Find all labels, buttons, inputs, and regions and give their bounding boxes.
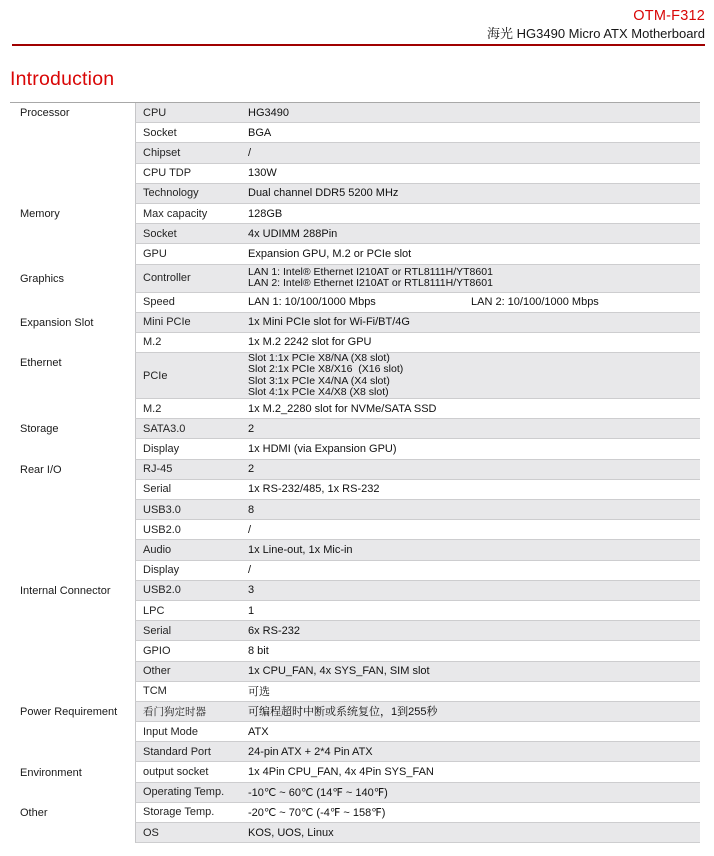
spec-value: 2	[248, 463, 255, 476]
table-row	[10, 333, 700, 353]
table-row	[10, 439, 700, 459]
category-spacer	[10, 641, 135, 661]
spec-label: M.2	[143, 402, 162, 415]
category-label: Rear I/O	[20, 463, 62, 476]
category-spacer	[10, 540, 135, 560]
spec-value: 1x Mini PCIe slot for Wi-Fi/BT/4G	[248, 316, 410, 329]
table-row	[10, 353, 700, 399]
category-label: Memory	[20, 208, 60, 221]
category-spacer	[10, 520, 135, 540]
table-row	[10, 662, 700, 682]
header-rule	[12, 44, 705, 46]
spec-value-col: LAN 1: 10/100/1000 Mbps	[248, 296, 376, 309]
spec-cell	[135, 143, 700, 163]
category-spacer	[10, 561, 135, 581]
spec-label: TCM	[143, 685, 167, 698]
table-row	[10, 103, 700, 123]
spec-cell	[135, 500, 700, 520]
category-label: Internal Connector	[20, 584, 111, 597]
category-spacer	[10, 783, 135, 803]
spec-value: 2	[248, 422, 255, 435]
spec-label: Display	[143, 443, 180, 456]
spec-cell	[135, 561, 700, 581]
spec-label: Socket	[143, 126, 177, 139]
spec-label: output socket	[143, 766, 209, 779]
category-spacer	[10, 601, 135, 621]
spec-cell	[135, 742, 700, 762]
spec-label: Serial	[143, 483, 172, 496]
category-spacer	[10, 164, 135, 184]
spec-cell	[135, 184, 700, 204]
spec-cell	[135, 783, 700, 803]
spec-table	[10, 102, 700, 843]
spec-label: CPU	[143, 106, 167, 119]
spec-cell	[135, 399, 700, 419]
category-spacer	[10, 682, 135, 702]
category-spacer	[10, 722, 135, 742]
category-spacer	[10, 439, 135, 459]
category-spacer	[10, 500, 135, 520]
spec-value-line: LAN 1: Intel® Ethernet I210AT or RTL8111H/YT8601	[248, 265, 493, 278]
spec-cell	[135, 123, 700, 143]
spec-value: HG3490	[248, 106, 289, 119]
category-spacer	[10, 399, 135, 419]
page-header	[487, 7, 705, 42]
spec-label: Operating Temp.	[143, 786, 225, 799]
spec-label: Speed	[143, 296, 175, 309]
spec-value	[248, 353, 700, 399]
category-spacer	[10, 123, 135, 143]
spec-value-line: Slot 2:1x PCIe X8/X16 (X16 slot)	[248, 363, 404, 376]
spec-cell	[135, 293, 700, 313]
spec-value-line: LAN 2: Intel® Ethernet I210AT or RTL8111H/YT8601	[248, 277, 493, 289]
spec-cell	[135, 581, 700, 601]
spec-value	[248, 296, 700, 308]
spec-label: Controller	[143, 272, 191, 284]
category-label: Ethernet	[20, 357, 62, 370]
spec-value: /	[248, 564, 252, 577]
spec-cell	[135, 702, 700, 722]
table-row	[10, 293, 700, 313]
spec-value: Dual channel DDR5 5200 MHz	[248, 187, 399, 200]
spec-label: GPU	[143, 247, 167, 260]
table-row	[10, 803, 700, 823]
spec-cell	[135, 480, 700, 500]
spec-label: USB2.0	[143, 584, 181, 597]
spec-value: 4x UDIMM 288Pin	[248, 227, 338, 240]
spec-cell	[135, 439, 700, 459]
spec-cell	[135, 419, 700, 439]
spec-cell	[135, 244, 700, 264]
spec-cell	[135, 353, 700, 399]
category-spacer	[10, 621, 135, 641]
category-spacer	[10, 143, 135, 163]
spec-value: /	[248, 523, 252, 536]
spec-label: USB2.0	[143, 523, 181, 536]
spec-cell	[135, 333, 700, 353]
table-row	[10, 500, 700, 520]
category-spacer	[10, 480, 135, 500]
spec-value: 8 bit	[248, 644, 269, 657]
spec-cell	[135, 803, 700, 823]
spec-label: SATA3.0	[143, 422, 186, 435]
category-label: Expansion Slot	[20, 316, 94, 329]
category-spacer	[10, 662, 135, 682]
category-label: Power Requirement	[20, 705, 118, 718]
spec-cell	[135, 103, 700, 123]
spec-cell	[135, 621, 700, 641]
table-row	[10, 480, 700, 500]
spec-value: 24-pin ATX + 2*4 Pin ATX	[248, 745, 373, 758]
spec-label: GPIO	[143, 644, 171, 657]
table-row	[10, 762, 700, 782]
spec-label: 看门狗定时器	[143, 705, 206, 718]
spec-label: Standard Port	[143, 745, 211, 758]
spec-value: 1x CPU_FAN, 4x SYS_FAN, SIM slot	[248, 665, 430, 678]
spec-value: 128GB	[248, 207, 283, 220]
board-title: 海光 HG3490 Micro ATX Motherboard	[487, 26, 705, 41]
spec-label: Mini PCIe	[143, 316, 191, 329]
category-spacer	[10, 244, 135, 264]
spec-label: CPU TDP	[143, 167, 192, 180]
spec-cell	[135, 313, 700, 333]
spec-cell	[135, 204, 700, 224]
spec-label: Max capacity	[143, 207, 208, 220]
spec-label: Technology	[143, 187, 199, 200]
spec-label: Display	[143, 564, 180, 577]
section-title: Introduction	[10, 68, 115, 90]
model-number: OTM-F312	[633, 8, 705, 24]
spec-value-line: Slot 3:1x PCIe X4/NA (X4 slot)	[248, 374, 390, 387]
spec-value	[248, 267, 700, 290]
spec-value: 1x Line-out, 1x Mic-in	[248, 543, 353, 556]
spec-label: PCIe	[143, 369, 168, 382]
spec-value: -10℃ ~ 60℃ (14℉ ~ 140℉)	[248, 786, 388, 799]
table-row	[10, 601, 700, 621]
spec-value: 1x RS-232/485, 1x RS-232	[248, 483, 380, 496]
spec-value: 1x M.2_2280 slot for NVMe/SATA SSD	[248, 402, 437, 415]
spec-cell	[135, 762, 700, 782]
spec-label: USB3.0	[143, 503, 181, 516]
category-label: Storage	[20, 423, 59, 436]
category-spacer	[10, 224, 135, 244]
category-spacer	[10, 293, 135, 313]
spec-label: Other	[143, 665, 171, 678]
table-row	[10, 742, 700, 762]
spec-value: 1x M.2 2242 slot for GPU	[248, 336, 372, 349]
table-row	[10, 184, 700, 204]
table-row	[10, 123, 700, 143]
spec-label: Chipset	[143, 146, 181, 159]
table-row	[10, 399, 700, 419]
table-row	[10, 224, 700, 244]
table-row	[10, 581, 700, 601]
spec-value: BGA	[248, 126, 272, 139]
spec-value: 可选	[248, 686, 270, 699]
spec-cell	[135, 641, 700, 661]
spec-value: 6x RS-232	[248, 624, 300, 637]
spec-cell	[135, 164, 700, 184]
table-row	[10, 265, 700, 293]
spec-cell	[135, 601, 700, 621]
spec-label: M.2	[143, 336, 162, 349]
spec-cell	[135, 722, 700, 742]
spec-value: 1x 4Pin CPU_FAN, 4x 4Pin SYS_FAN	[248, 766, 434, 779]
spec-value: 1x HDMI (via Expansion GPU)	[248, 443, 397, 456]
spec-value: 可编程超时中断或系统复位，1到255秒	[248, 706, 438, 719]
category-label: Processor	[20, 107, 70, 120]
table-row	[10, 682, 700, 702]
table-row	[10, 540, 700, 560]
table-row	[10, 419, 700, 439]
category-spacer	[10, 742, 135, 762]
table-row	[10, 702, 700, 722]
category-spacer	[10, 184, 135, 204]
table-row	[10, 783, 700, 803]
table-row	[10, 313, 700, 333]
table-row	[10, 823, 700, 843]
spec-label: RJ-45	[143, 463, 173, 476]
category-spacer	[10, 333, 135, 353]
spec-cell	[135, 682, 700, 702]
table-row	[10, 722, 700, 742]
table-row	[10, 143, 700, 163]
spec-cell	[135, 460, 700, 480]
spec-cell	[135, 265, 700, 293]
spec-value: ATX	[248, 725, 269, 738]
spec-label: Input Mode	[143, 725, 199, 738]
spec-value-line: Slot 1:1x PCIe X8/NA (X8 slot)	[248, 351, 390, 364]
spec-value: 3	[248, 584, 255, 597]
table-row	[10, 641, 700, 661]
spec-value: /	[248, 146, 252, 159]
category-spacer	[10, 823, 135, 843]
category-label: Other	[20, 806, 48, 819]
spec-value: 130W	[248, 167, 277, 180]
category-label: Environment	[20, 766, 82, 779]
spec-value: -20℃ ~ 70℃ (-4℉ ~ 158℉)	[248, 806, 386, 819]
spec-value-line: Slot 4:1x PCIe X4/X8 (X8 slot)	[248, 386, 389, 399]
spec-value: KOS, UOS, Linux	[248, 826, 334, 839]
spec-cell	[135, 540, 700, 560]
spec-label: LPC	[143, 604, 165, 617]
spec-label: Socket	[143, 227, 177, 240]
table-row	[10, 460, 700, 480]
spec-value: Expansion GPU, M.2 or PCIe slot	[248, 247, 412, 260]
table-row	[10, 561, 700, 581]
spec-cell	[135, 520, 700, 540]
spec-value: 8	[248, 503, 255, 516]
table-row	[10, 244, 700, 264]
spec-cell	[135, 823, 700, 843]
spec-value-col: LAN 2: 10/100/1000 Mbps	[471, 296, 599, 309]
table-row	[10, 520, 700, 540]
spec-cell	[135, 662, 700, 682]
spec-label: Storage Temp.	[143, 806, 215, 819]
spec-cell	[135, 224, 700, 244]
table-row	[10, 621, 700, 641]
spec-label: OS	[143, 826, 159, 839]
spec-label: Audio	[143, 543, 172, 556]
spec-label: Serial	[143, 624, 172, 637]
spec-value: 1	[248, 604, 255, 617]
table-row	[10, 164, 700, 184]
table-row	[10, 204, 700, 224]
category-label: Graphics	[20, 272, 65, 285]
